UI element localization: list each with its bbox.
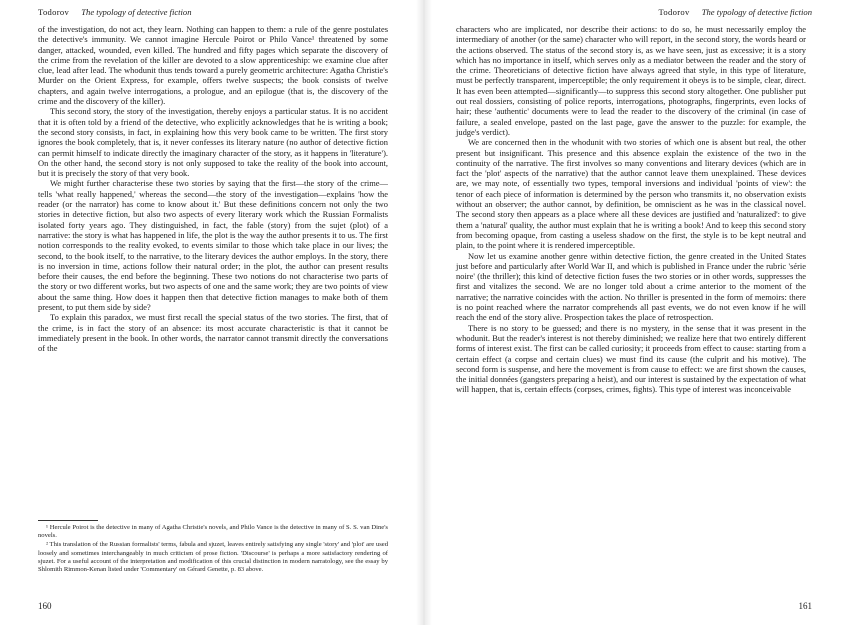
paragraph: There is no story to be guessed; and there is no mystery, in the sense that it was present in the whodunit. But the reader's interest is not thereby diminished; we realize here that two entirely different forms of interest exist. The first can be called curiosity; it proceeds from effect to cause: starting from a certain effect (a corpse and certain clues) we must find its cause (the culprit and his motive). The second form is suspense, and here the movement is from cause to effect: we are first shown the causes, the initial données (gangsters preparing a heist), and our interest is sustained by the expectation of what will happen, that is, certain effects (corpses, crimes, fights). This type of interest was inconceivable bbox=[456, 322, 806, 395]
paragraph: We might further characterise these two stories by saying that the first—the story of the crime—tells 'what really happened,' whereas the second—the story of the investigation—explains 'how the reader (or the narrator) has come to know about it.' But these definitions concern not only the two stories in detective fiction, but also two aspects of every literary work which the Russian Formalists isolated forty years ago. They distinguished, in fact, the fable (story) from the sujet (plot) of a narrative: the story is what has happened in life, the plot is the way the author presents it to us. The first notion corresponds to the reality evoked, to events similar to those which take place in our lives; the second, to the book itself, to the narrative, to the literary devices the author employs. In the story, there is no inversion in time, actions follow their natural order; in the plot, the author can present results before their causes, the end before the beginning. These two notions do not characterise two parts of the story or two different works, but two aspects of one and the same work; they are two points of view about the same thing. How does it happen then that detective fiction manages to make both of them present, to put them side by side? bbox=[38, 178, 388, 313]
paragraph: characters who are implicated, nor describe their actions: to do so, he must necessarily employ the intermediary of another (or the same) character who will report, in the second story, the words heard or the actions observed. The status of the second story is, as we have seen, just as excessive; it is a story which has no importance in itself, which serves only as a mediator between the reader and the story of the crime. Theoreticians of detective fiction have always agreed that style, in this type of literature, must be perfectly transparent, imperceptible; the only requirement it obeys is to be simple, clear, direct. It has even been attempted—significantly—to suppress this second story altogether. One publisher put out real dossiers, consisting of police reports, interrogations, photographs, fingerprints, even locks of hair; these 'authentic' documents were to lead the reader to the discovery of the criminal (in case of failure, a sealed envelope, pasted on the last page, gave the answer to the puzzle: for example, the judge's verdict). bbox=[456, 24, 806, 137]
footnote: ² This translation of the Russian formalists' terms, fabula and sjuzet, leaves entirely satisfying any single 'story' and 'plot' are used loosely and sometimes interchangeably in much criticism of prose fiction. 'Discourse' is perhaps a more satisfactory rendering of sjuzet. For a useful account of the interpretation and modification of this crucial distinction in modern narratology, see the essay by Shlomith Rimmon-Kenan listed under 'Commentary' on Gérard Genette, p. 83 above. bbox=[38, 541, 388, 574]
paragraph: We are concerned then in the whodunit with two stories of which one is absent but real, the other present but insignificant. This presence and this absence explain the existence of the two in the continuity of the narrative. The first involves so many conventions and literary devices (which are in fact the 'plot' aspects of the narrative) that the author cannot leave them unexplained. These devices are, we may note, of essentially two types, temporal inversions and individual 'points of view': the tenor of each piece of information is determined by the person who transmits it, no observation exists without an observer; the author cannot, by definition, be omniscient as he was in the classical novel. The second story then appears as a place where all these devices are justified and 'naturalized': to give them a 'natural' quality, the author must explain that he is writing a book! And to keep this second story from becoming opaque, from casting a useless shadow on the first, the style is to be kept neutral and plain, to the point where it is rendered imperceptible. bbox=[456, 137, 806, 251]
running-head-right bbox=[658, 7, 812, 17]
running-head-title: The typology of detective fiction bbox=[701, 7, 812, 17]
page-number-left: 160 bbox=[38, 601, 52, 611]
paragraph: of the investigation, do not act, they learn. Nothing can happen to them: a rule of the genre postulates the detective's immunity. We cannot imagine Hercule Poirot or Philo Vance¹ threatened by some danger, attacked, wounded, even killed. The hundred and fifty pages which separate the discovery of the crime from the revelation of the killer are devoted to a slow apprenticeship: we examine clue after clue, lead after lead. The whodunit thus tends toward a purely geometric architecture: Agatha Christie's Murder on the Orient Express, for example, offers twelve suspects; the book consists of twelve chapters, and again twelve interrogations, a prologue, and an epilogue (that is, the discovery of the crime and the discovery of the killer). bbox=[38, 24, 388, 107]
running-head-author: Todorov bbox=[658, 7, 690, 17]
left-body-text bbox=[38, 24, 388, 354]
footnote: ¹ Hercule Poirot is the detective in many of Agatha Christie's novels, and Philo Vance is the detective in many of S. S. van Dine's novels. bbox=[38, 524, 388, 540]
running-head-title: The typology of detective fiction bbox=[81, 7, 192, 17]
running-head-author: Todorov bbox=[38, 7, 70, 17]
paragraph: Now let us examine another genre within detective fiction, the genre created in the United States just before and particularly after World War II, and which is published in France under the rubric 'série noire' (the thriller); this kind of detective fiction fuses the two stories or in other words, suppresses the first and vitalizes the second. We are no longer told about a crime anterior to the moment of the narrative; the narrative coincides with the action. No thriller is presented in the form of memoirs: there is no point reached where the narrator comprehends all past events, we do not even know if he will reach the end of the story alive. Prospection takes the place of retrospection. bbox=[456, 250, 806, 323]
footnotes bbox=[38, 524, 388, 575]
paragraph: This second story, the story of the investigation, thereby enjoys a particular status. It is no accident that it is often told by a friend of the detective, who explicitly acknowledges that he is writing a book; the second story consists, in fact, in explaining how this very book came to be written. The first story ignores the book completely, that is, it never confesses its literary nature (no author of detective fiction can permit himself to indicate directly the imaginary character of the story, as it happens in 'literature'). On the other hand, the second story is not only supposed to take the reality of the book into account, but it is precisely the story of that very book. bbox=[38, 106, 388, 179]
paragraph: To explain this paradox, we must first recall the special status of the two stories. The first, that of the crime, is in fact the story of an absence: its most accurate characteristic is that it cannot be immediately present in the book. In other words, the narrator cannot transmit directly the conversations of the bbox=[38, 312, 388, 354]
right-page bbox=[424, 0, 848, 625]
running-head-left bbox=[38, 7, 192, 17]
footnote-rule bbox=[38, 520, 98, 521]
page-number-right: 161 bbox=[798, 601, 812, 611]
right-body-text bbox=[456, 24, 806, 395]
